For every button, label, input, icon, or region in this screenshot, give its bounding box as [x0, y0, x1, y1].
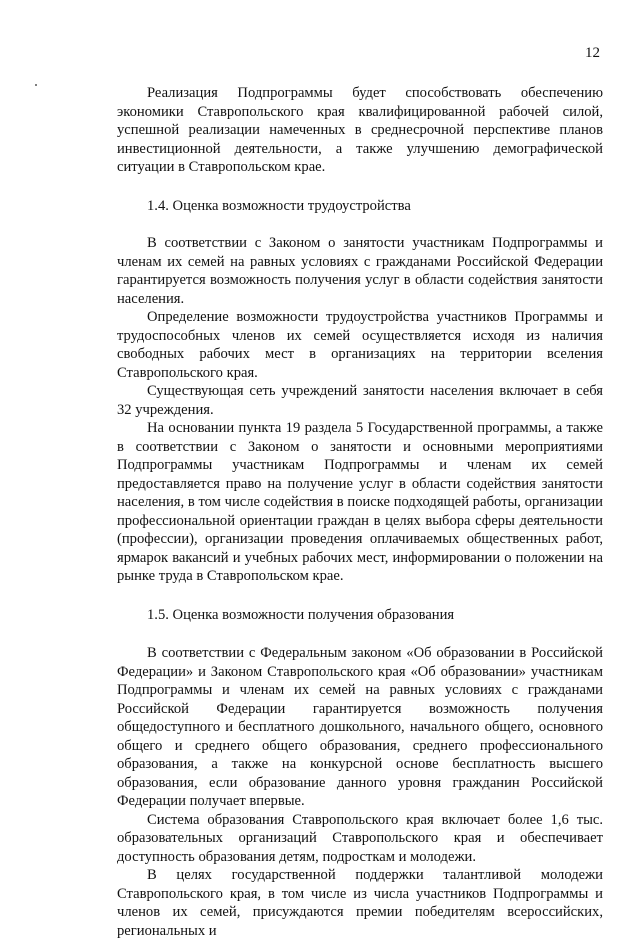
paragraph: На основании пункта 19 раздела 5 Государственной программы, а также в соответствии с Законом о занятости и основными мероприятиями Подпрограммы участникам Подпрограммы и членам их семей предоставляется право на получение услуг в области содействия занятости населения, в том числе содействия в поиске подходящей работы, организации профессиональной ориентации граждан в целях выбора сферы деятельности (профессии), организации проведения оплачиваемых общественных работ, ярмарок вакансий и учебных рабочих мест, информировании о положении на рынке труда в Ставропольском крае. [117, 420, 603, 584]
paragraph: В соответствии с Федеральным законом «Об образовании в Российской Федерации» и Законом Ставропольского края «Об образовании» участникам Подпрограммы и членам их семей на равных условиях с гражданами Российской Федерации гарантируется возможность получения общедоступного и бесплатного дошкольного, начального общего, основного общего и среднего общего образования, среднего профессионального образования, а также на конкурсной основе бесплатность высшего образования, если образование данного уровня гражданин Российской Федерации получает впервые. [117, 645, 603, 809]
paragraph: В целях государственной поддержки талантливой молодежи Ставропольского края, в том числе из числа участников Подпрограммы и членов их семей, присуждаются премии победителям всероссийских, региональных и [117, 867, 603, 939]
paragraph: Система образования Ставропольского края включает более 1,6 тыс. образовательных организаций Ставропольского края и обеспечивает доступность образования детям, подросткам и молодежи. [117, 811, 603, 865]
document-body [117, 84, 603, 940]
paragraph: В соответствии с Законом о занятости участникам Подпрограммы и членам их семей на равных условиях с гражданами Российской Федерации гарантируется возможность получения услуг в области содействия занятости населения. [117, 235, 603, 307]
section-heading-1-5: 1.5. Оценка возможности получения образования [147, 606, 455, 623]
scan-speck [35, 84, 37, 86]
page-number: 12 [585, 45, 600, 61]
section-heading-1-4: 1.4. Оценка возможности трудоустройства [147, 197, 411, 214]
paragraph: Существующая сеть учреждений занятости населения включает в себя 32 учреждения. [117, 383, 603, 418]
paragraph: Определение возможности трудоустройства участников Программы и трудоспособных членов их семей осуществляется исходя из наличия свободных рабочих мест в организациях на территории вселения Ставропольского края. [117, 309, 603, 381]
paragraph: Реализация Подпрограммы будет способствовать обеспечению экономики Ставропольского края квалифицированной рабочей силой, успешной реализации намеченных в среднесрочной перспективе планов инвестиционной деятельности, а также улучшению демографической ситуации в Ставропольском крае. [117, 85, 603, 175]
